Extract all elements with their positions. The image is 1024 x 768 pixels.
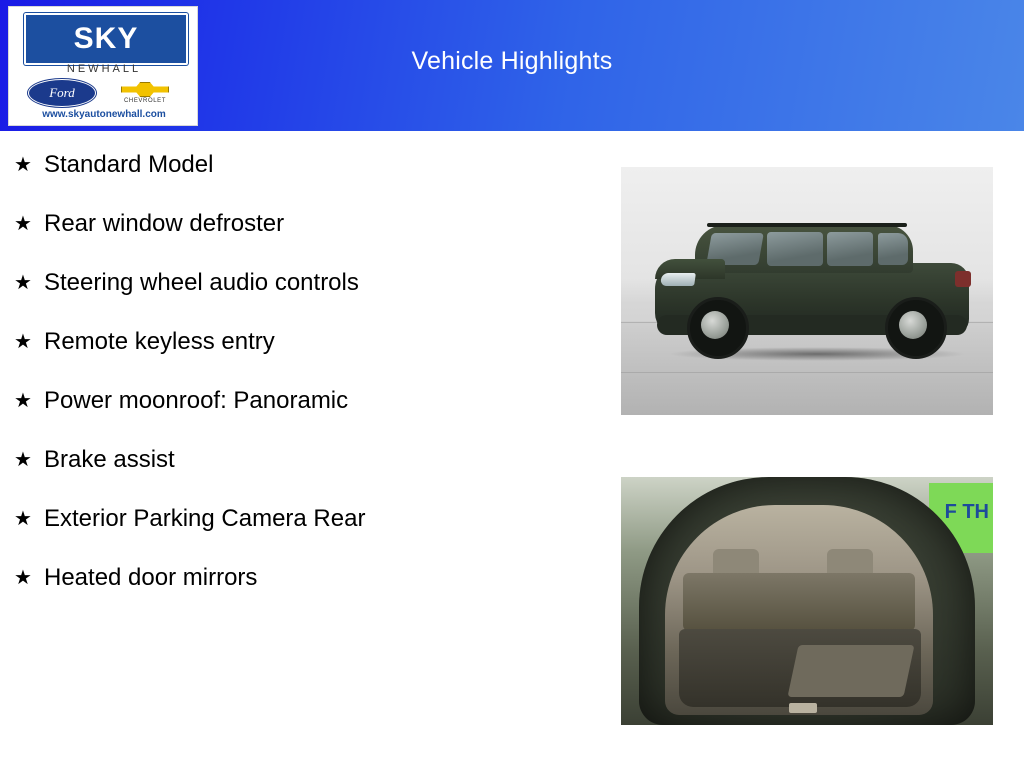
star-icon: ★	[14, 390, 32, 412]
chevrolet-bowtie-icon	[121, 82, 169, 97]
vehicle-highlights-list	[0, 131, 600, 625]
vehicle-exterior-side-photo[interactable]	[621, 167, 993, 415]
dealer-logo[interactable]	[8, 6, 198, 126]
star-icon: ★	[14, 272, 32, 294]
feature-label: Exterior Parking Camera Rear	[44, 505, 366, 532]
cargo-mat	[787, 645, 914, 697]
headrest-left	[713, 549, 759, 575]
list-item	[14, 566, 600, 590]
feature-label: Steering wheel audio controls	[44, 269, 359, 296]
list-item	[14, 153, 600, 177]
list-item	[14, 330, 600, 354]
feature-label: Remote keyless entry	[44, 328, 275, 355]
chevrolet-logo-icon	[110, 80, 180, 106]
page-header	[0, 0, 1024, 131]
roof-rails	[707, 223, 907, 227]
feature-label: Brake assist	[44, 446, 175, 473]
background-sign-text: F TH	[944, 501, 989, 523]
star-icon: ★	[14, 449, 32, 471]
feature-label: Rear window defroster	[44, 210, 285, 237]
logo-brand-row	[9, 79, 198, 107]
list-item	[14, 271, 600, 295]
dealer-website-url[interactable]: www.skyautonewhall.com	[42, 109, 166, 120]
quarter-glass	[878, 233, 908, 265]
rear-wheel	[885, 297, 947, 359]
front-door-glass	[767, 232, 823, 266]
suv-illustration	[647, 215, 977, 365]
vehicle-cargo-area-photo[interactable]	[621, 477, 993, 725]
feature-label: Heated door mirrors	[44, 564, 258, 591]
rear-door-glass	[827, 232, 873, 266]
chevrolet-label: CHEVROLET	[123, 98, 167, 104]
star-icon: ★	[14, 154, 32, 176]
page-title: Vehicle Highlights	[411, 47, 613, 75]
floor-seam	[621, 372, 993, 373]
star-icon: ★	[14, 567, 32, 589]
star-icon: ★	[14, 331, 32, 353]
logo-sky-badge	[24, 13, 188, 65]
feature-label: Power moonroof: Panoramic	[44, 387, 349, 414]
front-wheel	[687, 297, 749, 359]
list-item	[14, 389, 600, 413]
logo-location-text: NEWHALL	[66, 63, 142, 75]
list-item	[14, 212, 600, 236]
ford-logo-icon: Ford	[28, 79, 96, 107]
folded-seatback	[683, 573, 915, 631]
taillight-icon	[955, 271, 971, 287]
feature-label: Standard Model	[44, 151, 214, 178]
list-item	[14, 507, 600, 531]
hatch-latch-icon	[789, 703, 817, 713]
logo-sky-text: SKY	[73, 22, 139, 55]
list-item	[14, 448, 600, 472]
headrest-right	[827, 549, 873, 575]
headlight-icon	[660, 273, 696, 286]
star-icon: ★	[14, 213, 32, 235]
star-icon: ★	[14, 508, 32, 530]
